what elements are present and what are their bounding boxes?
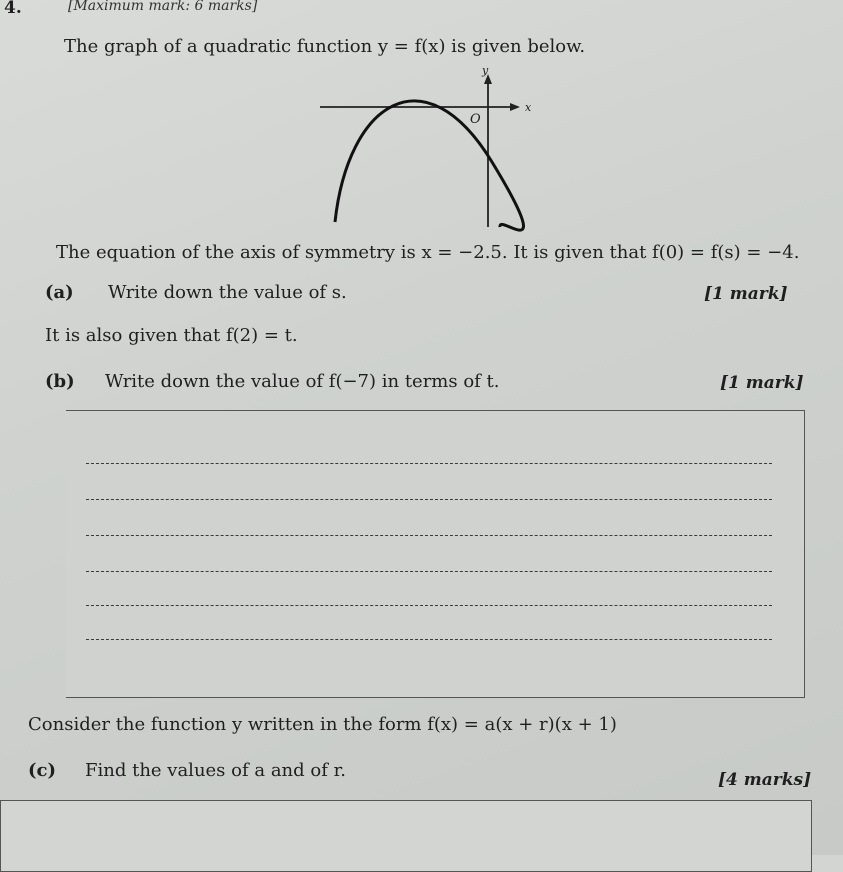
answer-line <box>86 571 772 572</box>
equation-statement: The equation of the axis of symmetry is x = −2.5. It is given that f(0) = f(s) = −4. <box>56 242 800 263</box>
parabola-graph <box>320 62 540 232</box>
x-axis-label: x <box>525 101 532 114</box>
question-number: 4. <box>4 0 22 18</box>
consider-statement: Consider the function y written in the form f(x) = a(x + r)(x + 1) <box>28 714 617 735</box>
parabola-curve <box>335 101 524 230</box>
answer-box-ab[interactable] <box>66 410 805 698</box>
given-t: It is also given that f(2) = t. <box>45 325 298 346</box>
part-b-text: Write down the value of f(−7) in terms of t. <box>105 371 500 392</box>
part-b-label: (b) <box>45 371 75 392</box>
question-intro: The graph of a quadratic function y = f(x) is given below. <box>64 36 586 57</box>
part-b-marks: [1 mark] <box>720 373 804 393</box>
part-a-marks: [1 mark] <box>704 284 788 304</box>
part-c-label: (c) <box>28 760 56 781</box>
y-axis-label: y <box>482 64 489 77</box>
x-axis-arrow <box>510 103 520 111</box>
answer-line <box>86 499 772 500</box>
part-c-text: Find the values of a and of r. <box>85 760 346 781</box>
answer-line <box>86 535 772 536</box>
answer-line <box>86 605 772 606</box>
part-a-label: (a) <box>45 282 74 303</box>
max-mark: [Maximum mark: 6 marks] <box>68 0 258 14</box>
part-a-text: Write down the value of s. <box>108 282 347 303</box>
part-c-marks: [4 marks] <box>718 770 812 790</box>
answer-line <box>86 463 772 464</box>
answer-box-c[interactable] <box>0 800 812 872</box>
origin-label: O <box>470 112 481 127</box>
answer-line <box>86 639 772 640</box>
